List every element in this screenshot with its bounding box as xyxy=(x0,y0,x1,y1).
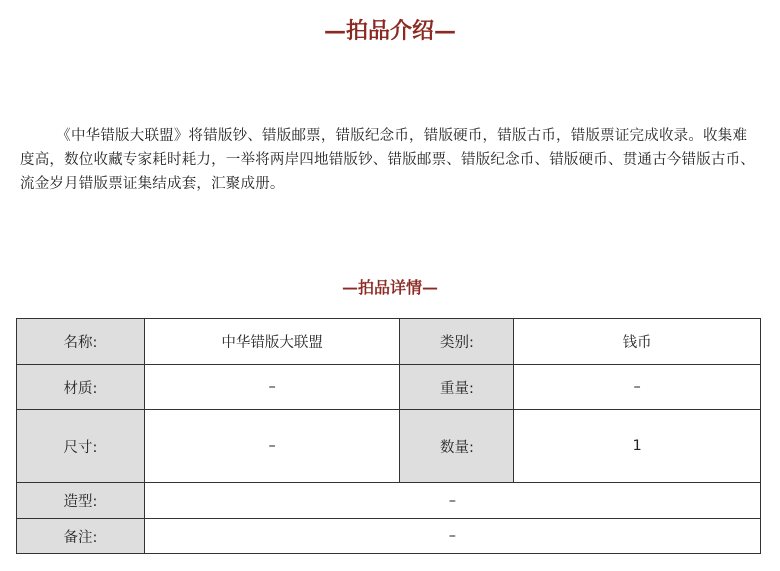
category-value: 钱币 xyxy=(514,319,761,365)
table-row xyxy=(17,365,761,410)
remarks-value: – xyxy=(144,519,760,554)
table-row xyxy=(17,519,761,554)
details-table xyxy=(16,318,761,554)
table-row xyxy=(17,319,761,365)
material-value: – xyxy=(144,365,400,410)
category-label: 类别: xyxy=(400,319,514,365)
size-value: – xyxy=(144,410,400,483)
remarks-label: 备注: xyxy=(17,519,145,554)
shape-value: – xyxy=(144,483,760,519)
material-label: 材质: xyxy=(17,365,145,410)
table-row xyxy=(17,483,761,519)
intro-heading: —拍品介绍— xyxy=(323,18,456,44)
quantity-value: 1 xyxy=(514,410,761,483)
shape-label: 造型: xyxy=(17,483,145,519)
details-heading: —拍品详情— xyxy=(341,278,438,297)
intro-paragraph: 《中华错版大联盟》将错版钞、错版邮票，错版纪念币，错版硬币，错版古币，错版票证完成收录。收集难度高，数位收藏专家耗时耗力，一举将两岸四地错版钞、错版邮票、错版纪念币、错版硬币、贯通古今错版古币、流金岁月错版票证集结成套，汇聚成册。 xyxy=(20,128,755,192)
name-label: 名称: xyxy=(17,319,145,365)
weight-value: – xyxy=(514,365,761,410)
table-row xyxy=(17,410,761,483)
quantity-label: 数量: xyxy=(400,410,514,483)
name-value: 中华错版大联盟 xyxy=(144,319,400,365)
weight-label: 重量: xyxy=(400,365,514,410)
size-label: 尺寸: xyxy=(17,410,145,483)
